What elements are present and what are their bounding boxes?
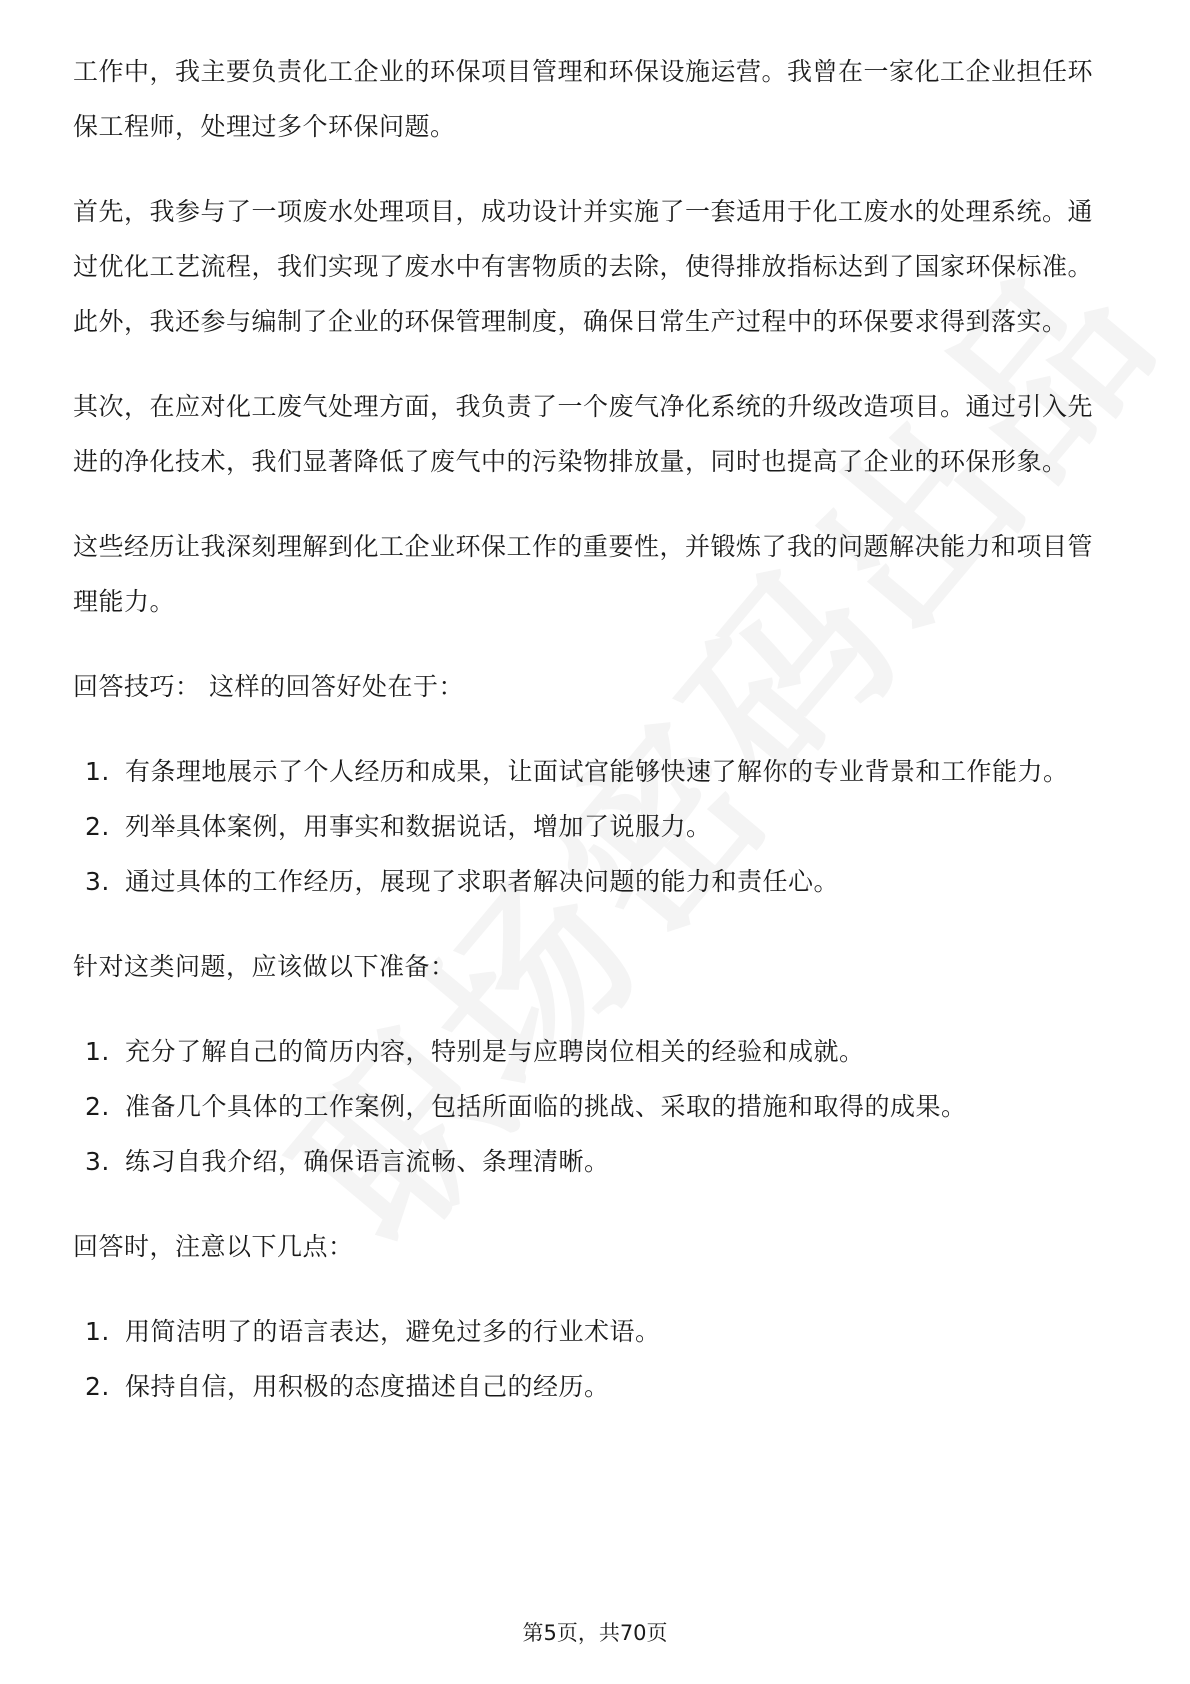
list-number: 1. bbox=[85, 1317, 110, 1346]
list-item bbox=[73, 744, 1118, 799]
list-number: 3. bbox=[85, 867, 110, 896]
prep-heading: 针对这类问题，应该做以下准备： bbox=[73, 952, 456, 981]
paragraph-work-overview: 工作中，我主要负责化工企业的环保项目管理和环保设施运营。我曾在一家化工企业担任环保工程师，处理过多个环保问题。 bbox=[73, 57, 1094, 141]
list-text: 用简洁明了的语言表达，避免过多的行业术语。 bbox=[125, 1317, 661, 1346]
list-text: 有条理地展示了个人经历和成果，让面试官能够快速了解你的专业背景和工作能力。 bbox=[125, 757, 1069, 786]
tips-heading: 回答技巧： 这样的回答好处在于： bbox=[73, 672, 464, 701]
list-item bbox=[73, 1304, 1118, 1359]
paragraph-summary: 这些经历让我深刻理解到化工企业环保工作的重要性，并锻炼了我的问题解决能力和项目管理能力。 bbox=[73, 532, 1094, 616]
tips-list bbox=[73, 744, 1118, 909]
list-number: 2. bbox=[85, 812, 110, 841]
list-number: 1. bbox=[85, 757, 110, 786]
list-item bbox=[73, 1024, 1118, 1079]
paragraph-exhaust-gas-project: 其次，在应对化工废气处理方面，我负责了一个废气净化系统的升级改造项目。通过引入先进的净化技术，我们显著降低了废气中的污染物排放量，同时也提高了企业的环保形象。 bbox=[73, 392, 1094, 476]
list-item bbox=[73, 1134, 1118, 1189]
list-number: 2. bbox=[85, 1092, 110, 1121]
list-item bbox=[73, 799, 1118, 854]
prep-list bbox=[73, 1024, 1118, 1189]
list-text: 准备几个具体的工作案例，包括所面临的挑战、采取的措施和取得的成果。 bbox=[125, 1092, 967, 1121]
notes-list bbox=[73, 1304, 1118, 1414]
list-text: 充分了解自己的简历内容，特别是与应聘岗位相关的经验和成就。 bbox=[125, 1037, 865, 1066]
paragraph-wastewater-project: 首先，我参与了一项废水处理项目，成功设计并实施了一套适用于化工废水的处理系统。通过优化工艺流程，我们实现了废水中有害物质的去除，使得排放指标达到了国家环保标准。此外，我还参与编制了企业的环保管理制度，确保日常生产过程中的环保要求得到落实。 bbox=[73, 197, 1094, 336]
page-number-footer: 第5页，共70页 bbox=[522, 1621, 668, 1645]
list-text: 保持自信，用积极的态度描述自己的经历。 bbox=[125, 1372, 610, 1401]
list-number: 2. bbox=[85, 1372, 110, 1401]
list-text: 列举具体案例，用事实和数据说话，增加了说服力。 bbox=[125, 812, 712, 841]
document-body bbox=[73, 44, 1118, 1444]
list-item bbox=[73, 1079, 1118, 1134]
list-item bbox=[73, 1359, 1118, 1414]
list-text: 练习自我介绍，确保语言流畅、条理清晰。 bbox=[125, 1147, 610, 1176]
list-item bbox=[73, 854, 1118, 909]
list-text: 通过具体的工作经历，展现了求职者解决问题的能力和责任心。 bbox=[125, 867, 840, 896]
list-number: 1. bbox=[85, 1037, 110, 1066]
list-number: 3. bbox=[85, 1147, 110, 1176]
notes-heading: 回答时，注意以下几点： bbox=[73, 1232, 354, 1261]
